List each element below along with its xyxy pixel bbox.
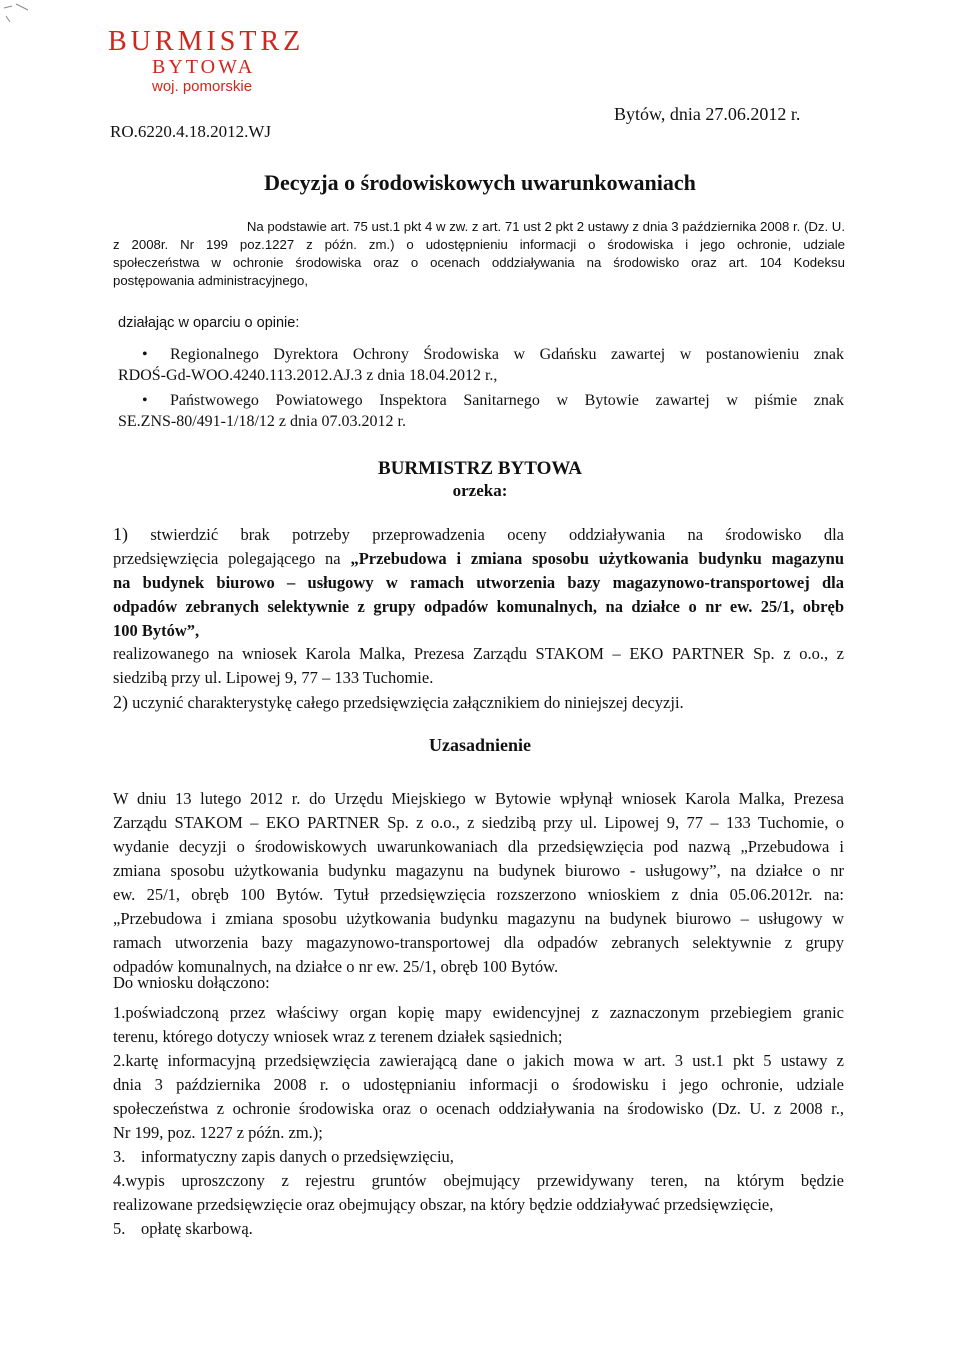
place-date: Bytów, dnia 27.06.2012 r. (614, 104, 801, 124)
justification-line: odpadów komunalnych, na działce o nr ew. 25/1, obręb 100 Bytów. (113, 957, 559, 976)
attachment-number: 1. (113, 1003, 126, 1022)
attachment-line: społeczeństwa z ochronie środowiska oraz o ocenach oddziaływania na środowisko (Dz. U. z 2008 r., (113, 1099, 844, 1118)
attachment-text: kartę informacyjną przedsięwzięcia zawierającą dane o jakich mowa w art. 3 ust.1 pkt 5 ustawy z (125, 1051, 844, 1070)
attachment-number: 4. (113, 1171, 126, 1190)
attachment-line: realizowane przedsięwzięcie oraz obejmujący obszar, na który będzie oddziaływać przedsięwzięcie, (113, 1195, 774, 1214)
legal-basis-line: postępowania administracyjnego, (113, 273, 308, 288)
decides-heading: BURMISTRZ BYTOWA (378, 458, 582, 479)
attachment-number: 2. (113, 1051, 126, 1070)
justification-line: ew. 25/1, obręb 100 Bytów. Tytuł przedsięwzięcia rozszerzono wnioskiem z dnia 05.06.2012r. na: (113, 885, 844, 904)
justification-line: W dniu 13 lutego 2012 r. do Urzędu Miejskiego w Bytowie wpłynął wniosek Karola Malka, Prezesa (113, 789, 844, 808)
project-name: na budynek biurowo – usługowy w ramach utworzenia bazy magazynowo-transportowej dla (113, 573, 844, 592)
attachment-text: wypis uproszczony z rejestru gruntów obejmujący przewidywany teren, na którym będzie (125, 1171, 844, 1190)
legal-basis-line: społeczeństwa w ochronie środowiska oraz o ocenach oddziaływania na środowisko oraz art. 104 Kodeksu (113, 255, 845, 270)
item-number: 2) (113, 692, 128, 712)
opinion-text: Państwowego Powiatowego Inspektora Sanitarnego w Bytowie zawartej w piśmie znak (170, 392, 844, 409)
attachment-text: informatyczny zapis danych o przedsięwzięciu, (141, 1147, 454, 1166)
justification-line: Zarządu STAKOM – EKO PARTNER Sp. z o.o., z siedzibą przy ul. Lipowej 9, 77 – 133 Tuchomie, o (113, 813, 844, 832)
opinion-reference: SE.ZNS-80/491-1/18/12 z dnia 07.03.2012 r. (118, 413, 406, 430)
opinion-text: Regionalnego Dyrektora Ochrony Środowiska w Gdańsku zawartej w postanowieniu znak (170, 346, 844, 363)
attachment-line (113, 1169, 844, 1193)
project-name: 100 Bytów”, (113, 621, 200, 640)
attachments-list (113, 1001, 844, 1241)
opinion-reference: RDOŚ-Gd-WOO.4240.113.2012.AJ.3 z dnia 18.04.2012 r., (118, 367, 498, 384)
justification-line: zmiana sposobu użytkowania budynku magazynu na budynek biurowo - usługowy”, na działce o nr (113, 861, 844, 880)
justification-heading: Uzasadnienie (428, 735, 531, 755)
justification-line: ramach utworzenia bazy magazynowo-transportowej dla odpadów zebranych selektywnie z grupy (113, 933, 844, 952)
decides-verb: orzeka: (452, 481, 508, 500)
attachment-number: 3. (113, 1147, 126, 1166)
letterhead-voivodeship: woj. pomorskie (152, 78, 253, 95)
decision-text: przedsięwzięcia polegającego na (113, 549, 351, 568)
decision-line: realizowanego na wniosek Karola Malka, Prezesa Zarządu STAKOM – EKO PARTNER Sp. z o.o., z (113, 644, 844, 663)
project-name: odpadów zebranych selektywnie z grupy odpadów komunalnych, na działce o nr ew. 25/1, obręb (113, 597, 844, 616)
decision-item-2 (113, 690, 844, 715)
bullet: • (142, 392, 148, 409)
letterhead-subtitle: BYTOWA (152, 56, 256, 78)
attachment-line: Nr 199, poz. 1227 z późn. zm.); (113, 1123, 323, 1142)
justification-line: „Przebudowa i zmiana sposobu użytkowania budynku magazynu na budynek biurowo – usługowy w (113, 909, 844, 928)
attachment-line (113, 1001, 844, 1025)
opinion-item (118, 344, 844, 386)
decision-line: siedzibą przy ul. Lipowej 9, 77 – 133 Tuchomie. (113, 668, 434, 687)
attachment-line (113, 1049, 844, 1073)
justification-text (113, 787, 844, 979)
attachment-text: poświadczoną przez właściwy organ kopię mapy ewidencyjnej z zaznaczonym przebiegiem granic (125, 1003, 844, 1022)
scan-artifact (2, 2, 32, 26)
bullet: • (142, 346, 148, 363)
decision-text: uczynić charakterystykę całego przedsięwzięcia załącznikiem do niniejszej decyzji. (132, 693, 684, 712)
decision-text: stwierdzić brak potrzeby przeprowadzenia oceny oddziaływania na środowisko dla (150, 525, 844, 544)
attachment-line (113, 1145, 844, 1169)
item-number: 1) (113, 524, 128, 544)
attachments-heading: Do wniosku dołączono: (113, 973, 270, 992)
letterhead-title: BURMISTRZ (108, 26, 305, 57)
attachment-number: 5. (113, 1219, 126, 1238)
decision-item-1 (113, 522, 844, 643)
attachment-line: terenu, którego dotyczy wniosek wraz z terenem działek sąsiednich; (113, 1027, 563, 1046)
legal-basis-line: z 2008r. Nr 199 poz.1227 z późn. zm.) o udostępnieniu informacji o środowiska i jego ochronie, udziale (113, 237, 845, 252)
attachment-line (113, 1217, 844, 1241)
opinion-line (118, 344, 844, 365)
project-name: „Przebudowa i zmiana sposobu użytkowania budynku magazynu (350, 549, 844, 568)
legal-basis-line: Na podstawie art. 75 ust.1 pkt 4 w zw. z art. 71 ust 2 pkt 2 ustawy z dnia 3 października 2008 r. (Dz. U. (246, 219, 845, 234)
acting-basis: działając w oparciu o opinie: (118, 315, 300, 331)
attachment-line: dnia 3 października 2008 r. o udostępnianiu informacji o środowisku i jego ochronie, udziale (113, 1075, 844, 1094)
reference-number: RO.6220.4.18.2012.WJ (110, 122, 272, 141)
decision-line (113, 522, 844, 547)
justification-line: wydanie decyzji o środowiskowych uwarunkowaniach dla przedsięwzięcia pod nazwą „Przebudowa i (113, 837, 844, 856)
document-title: Decyzja o środowiskowych uwarunkowaniach (264, 170, 696, 195)
attachment-text: opłatę skarbową. (141, 1219, 253, 1238)
opinion-item (118, 390, 844, 432)
decision-item-1-applicant (113, 642, 844, 690)
decision-line (113, 547, 844, 571)
opinion-line (118, 390, 844, 411)
